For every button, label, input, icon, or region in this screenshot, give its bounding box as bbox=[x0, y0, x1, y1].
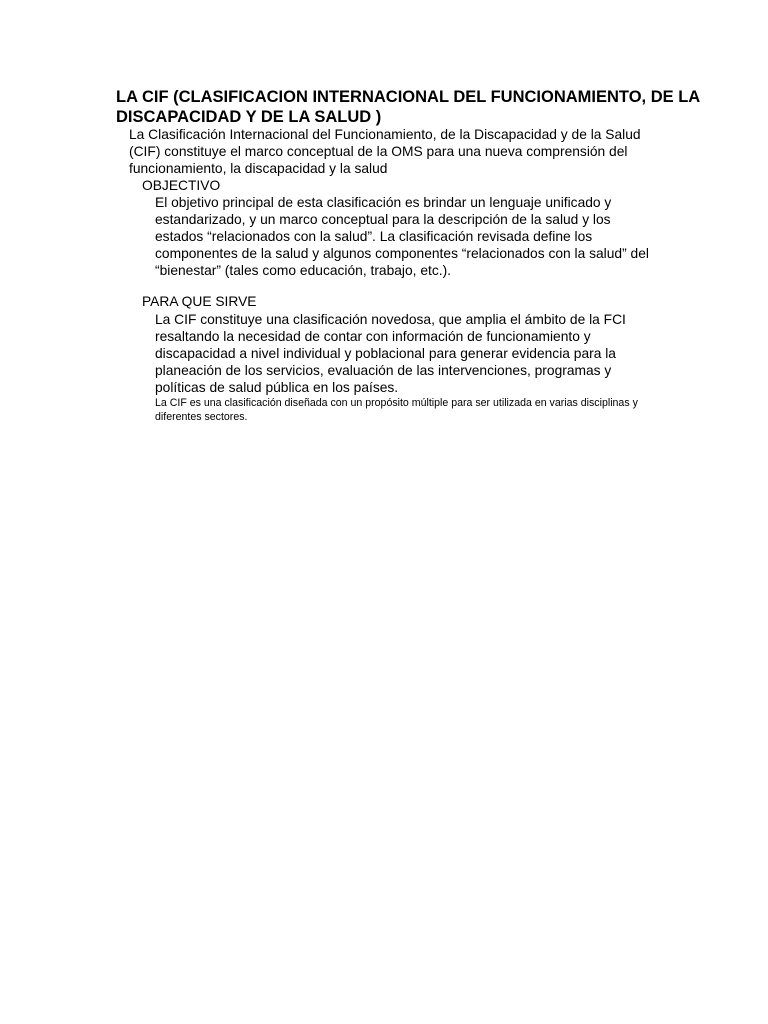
section-heading-objetivo: OBJECTIVO bbox=[142, 178, 221, 193]
section-body-objetivo: El objetivo principal de esta clasificación es brindar un lenguaje unificado y estandarizado, y un marco conceptual para la descripción de la salud y los estados “relacionados con la salud”. La clasificación revisada define los componentes de la salud y algunos componentes “relacionados con la salud” del “bienestar” (tales como educación, trabajo, etc.). bbox=[155, 195, 649, 278]
intro-paragraph: La Clasificación Internacional del Funcionamiento, de la Discapacidad y de la Salud (CIF) constituye el marco conceptual de la OMS para una nueva comprensión del funcionamiento, la discapacidad y la salud bbox=[129, 127, 641, 176]
document-title: LA CIF (CLASIFICACION INTERNACIONAL DEL FUNCIONAMIENTO, DE LA DISCAPACIDAD Y DE LA SALUD ) bbox=[116, 88, 700, 126]
section-body-para-que-sirve: La CIF constituye una clasificación novedosa, que amplia el ámbito de la FCI resaltando la necesidad de contar con información de funcionamiento y discapacidad a nivel individual y poblacional para generar evidencia para la planeación de los servicios, evaluación de las intervenciones, programas y políticas de salud pública en los países. bbox=[155, 312, 626, 395]
section-heading-para-que-sirve: PARA QUE SIRVE bbox=[142, 294, 257, 309]
section-note: La CIF es una clasificación diseñada con un propósito múltiple para ser utilizada en varias disciplinas y diferentes sectores. bbox=[155, 397, 638, 423]
